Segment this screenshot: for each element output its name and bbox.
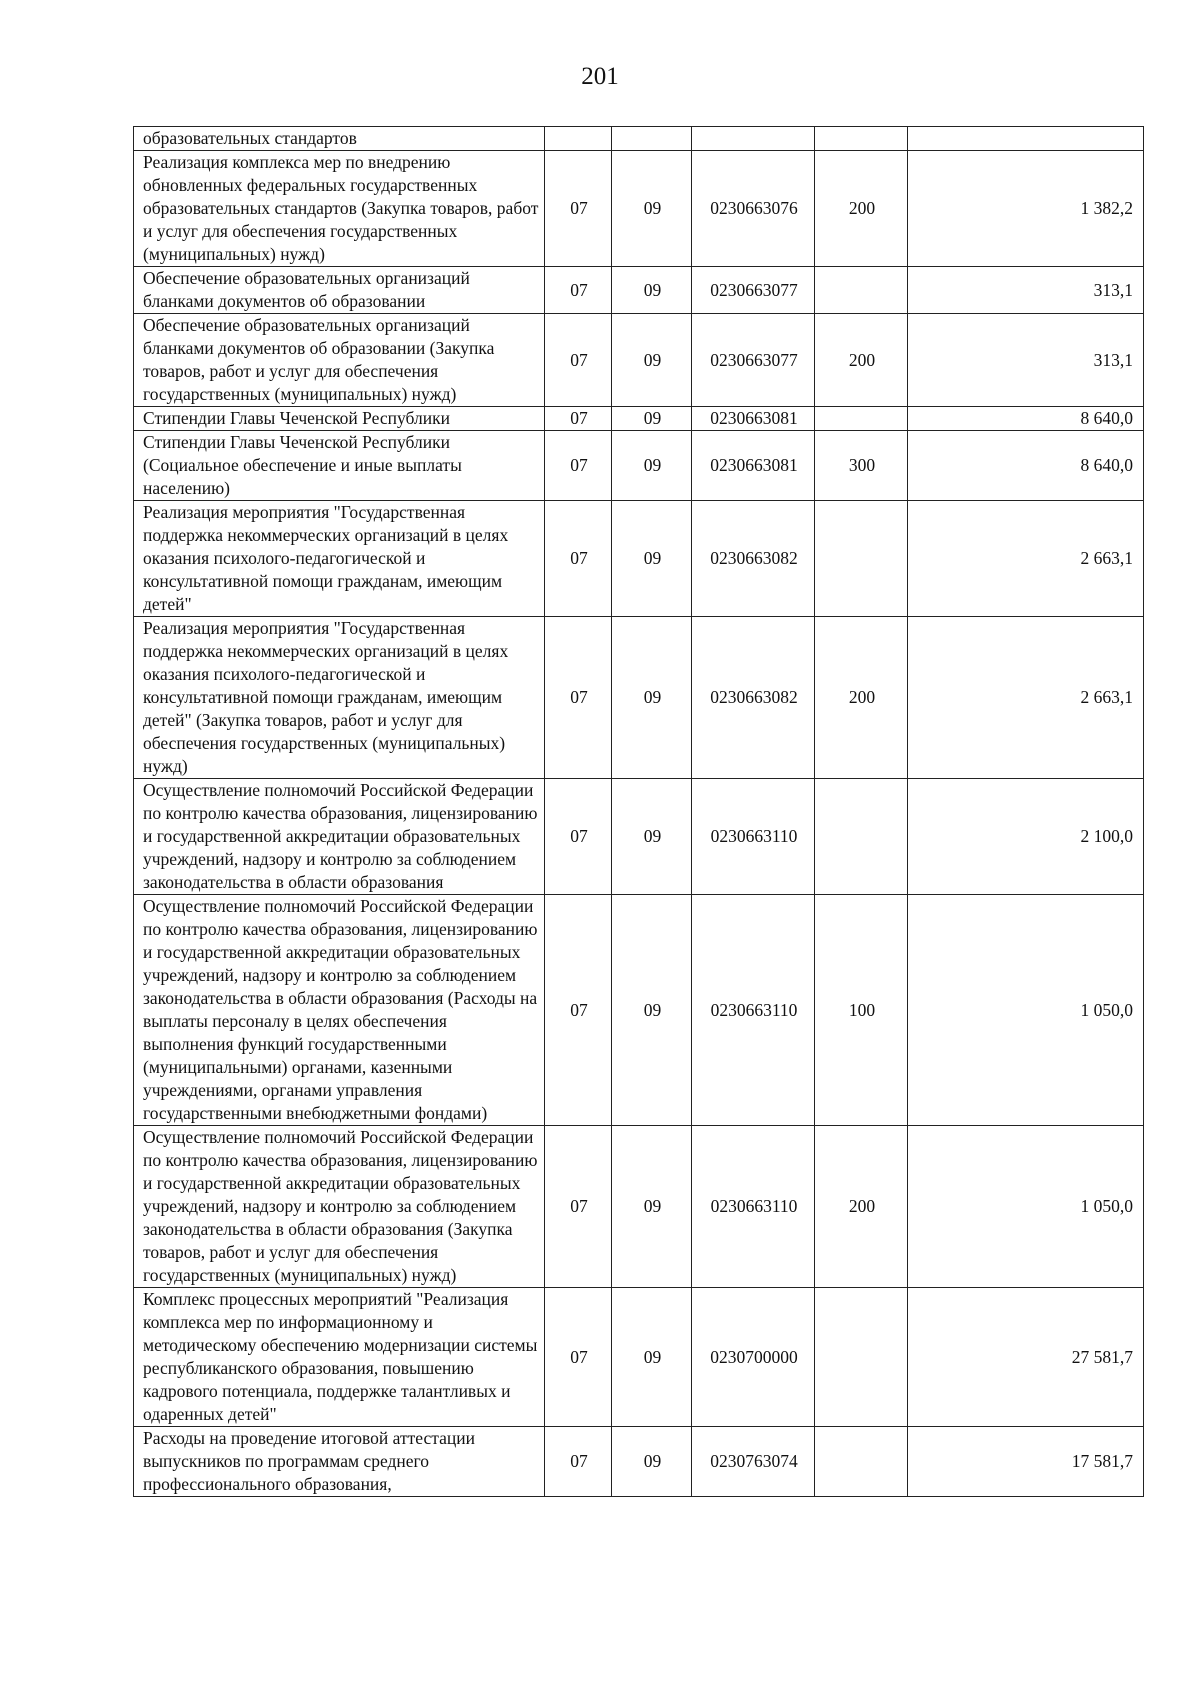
table-row [134, 895, 1144, 1126]
target-article-cell: 0230700000 [692, 1288, 815, 1427]
subsection-code-cell [612, 127, 692, 151]
subsection-code-cell: 09 [612, 779, 692, 895]
amount-cell: 313,1 [908, 267, 1144, 314]
table-row [134, 267, 1144, 314]
amount-cell: 2 100,0 [908, 779, 1144, 895]
subsection-code-cell: 09 [612, 501, 692, 617]
row-name-cell: Осуществление полномочий Российской Федерации по контролю качества образования, лицензированию и государственной аккредитации образовательных учреждений, надзору и контролю за соблюдением законодательства в области образования [134, 779, 545, 895]
amount-cell: 1 382,2 [908, 151, 1144, 267]
subsection-code-cell: 09 [612, 407, 692, 431]
expense-type-cell: 200 [815, 617, 908, 779]
target-article-cell: 0230663110 [692, 779, 815, 895]
expense-type-cell [815, 501, 908, 617]
section-code-cell: 07 [545, 431, 612, 501]
section-code-cell: 07 [545, 267, 612, 314]
row-name-cell: Комплекс процессных мероприятий "Реализация комплекса мер по информационному и методическому обеспечению модернизации системы республиканского образования, повышению кадрового потенциала, поддержке талантливых и одаренных детей" [134, 1288, 545, 1427]
subsection-code-cell: 09 [612, 1288, 692, 1427]
row-name-cell: Обеспечение образовательных организаций бланками документов об образовании (Закупка товаров, работ и услуг для обеспечения государственных (муниципальных) нужд) [134, 314, 545, 407]
section-code-cell: 07 [545, 779, 612, 895]
amount-cell: 1 050,0 [908, 895, 1144, 1126]
section-code-cell: 07 [545, 1126, 612, 1288]
section-code-cell: 07 [545, 895, 612, 1126]
target-article-cell: 0230663082 [692, 501, 815, 617]
amount-cell: 313,1 [908, 314, 1144, 407]
row-name-cell: Осуществление полномочий Российской Федерации по контролю качества образования, лицензированию и государственной аккредитации образовательных учреждений, надзору и контролю за соблюдением законодательства в области образования (Закупка товаров, работ и услуг для обеспечения государственных (муниципальных) нужд) [134, 1126, 545, 1288]
table-row [134, 1427, 1144, 1497]
expense-type-cell: 100 [815, 895, 908, 1126]
expense-type-cell [815, 1427, 908, 1497]
subsection-code-cell: 09 [612, 314, 692, 407]
section-code-cell: 07 [545, 1427, 612, 1497]
amount-cell: 8 640,0 [908, 407, 1144, 431]
row-name-cell: Осуществление полномочий Российской Федерации по контролю качества образования, лицензированию и государственной аккредитации образовательных учреждений, надзору и контролю за соблюдением законодательства в области образования (Расходы на выплаты персоналу в целях обеспечения выполнения функций государственными (муниципальными) органами, казенными учреждениями, органами управления государственными внебюджетными фондами) [134, 895, 545, 1126]
section-code-cell [545, 127, 612, 151]
amount-cell: 8 640,0 [908, 431, 1144, 501]
subsection-code-cell: 09 [612, 267, 692, 314]
table-row [134, 779, 1144, 895]
subsection-code-cell: 09 [612, 895, 692, 1126]
row-name-cell: Реализация мероприятия "Государственная поддержка некоммерческих организаций в целях оказания психолого-педагогической и консультативной помощи гражданам, имеющим детей" (Закупка товаров, работ и услуг для обеспечения государственных (муниципальных) нужд) [134, 617, 545, 779]
section-code-cell: 07 [545, 501, 612, 617]
section-code-cell: 07 [545, 407, 612, 431]
amount-cell: 1 050,0 [908, 1126, 1144, 1288]
expense-type-cell [815, 779, 908, 895]
table-row [134, 151, 1144, 267]
amount-cell: 2 663,1 [908, 501, 1144, 617]
target-article-cell: 0230663081 [692, 431, 815, 501]
target-article-cell: 0230663081 [692, 407, 815, 431]
target-article-cell: 0230663077 [692, 267, 815, 314]
target-article-cell: 0230663076 [692, 151, 815, 267]
page-number: 201 [581, 63, 619, 90]
table-row [134, 617, 1144, 779]
section-code-cell: 07 [545, 617, 612, 779]
row-name-cell: Стипендии Главы Чеченской Республики (Социальное обеспечение и иные выплаты населению) [134, 431, 545, 501]
row-name-cell: Реализация мероприятия "Государственная поддержка некоммерческих организаций в целях оказания психолого-педагогической и консультативной помощи гражданам, имеющим детей" [134, 501, 545, 617]
table-row [134, 407, 1144, 431]
budget-table [133, 126, 1144, 1497]
table-row [134, 431, 1144, 501]
budget-table-body [134, 127, 1144, 1497]
amount-cell [908, 127, 1144, 151]
subsection-code-cell: 09 [612, 1126, 692, 1288]
amount-cell: 2 663,1 [908, 617, 1144, 779]
table-row [134, 501, 1144, 617]
row-name-cell: Стипендии Главы Чеченской Республики [134, 407, 545, 431]
section-code-cell: 07 [545, 151, 612, 267]
subsection-code-cell: 09 [612, 617, 692, 779]
expense-type-cell: 200 [815, 314, 908, 407]
expense-type-cell [815, 267, 908, 314]
expense-type-cell [815, 1288, 908, 1427]
table-row [134, 314, 1144, 407]
table-row [134, 1126, 1144, 1288]
target-article-cell [692, 127, 815, 151]
expense-type-cell: 300 [815, 431, 908, 501]
row-name-cell: Обеспечение образовательных организаций бланками документов об образовании [134, 267, 545, 314]
row-name-cell: Реализация комплекса мер по внедрению обновленных федеральных государственных образовательных стандартов (Закупка товаров, работ и услуг для обеспечения государственных (муниципальных) нужд) [134, 151, 545, 267]
expense-type-cell [815, 127, 908, 151]
expense-type-cell [815, 407, 908, 431]
target-article-cell: 0230663077 [692, 314, 815, 407]
target-article-cell: 0230763074 [692, 1427, 815, 1497]
row-name-cell: Расходы на проведение итоговой аттестации выпускников по программам среднего профессионального образования, [134, 1427, 545, 1497]
row-name-cell: образовательных стандартов [134, 127, 545, 151]
table-row [134, 127, 1144, 151]
section-code-cell: 07 [545, 1288, 612, 1427]
subsection-code-cell: 09 [612, 431, 692, 501]
subsection-code-cell: 09 [612, 1427, 692, 1497]
amount-cell: 27 581,7 [908, 1288, 1144, 1427]
amount-cell: 17 581,7 [908, 1427, 1144, 1497]
target-article-cell: 0230663110 [692, 895, 815, 1126]
expense-type-cell: 200 [815, 1126, 908, 1288]
target-article-cell: 0230663082 [692, 617, 815, 779]
subsection-code-cell: 09 [612, 151, 692, 267]
expense-type-cell: 200 [815, 151, 908, 267]
target-article-cell: 0230663110 [692, 1126, 815, 1288]
table-row [134, 1288, 1144, 1427]
section-code-cell: 07 [545, 314, 612, 407]
